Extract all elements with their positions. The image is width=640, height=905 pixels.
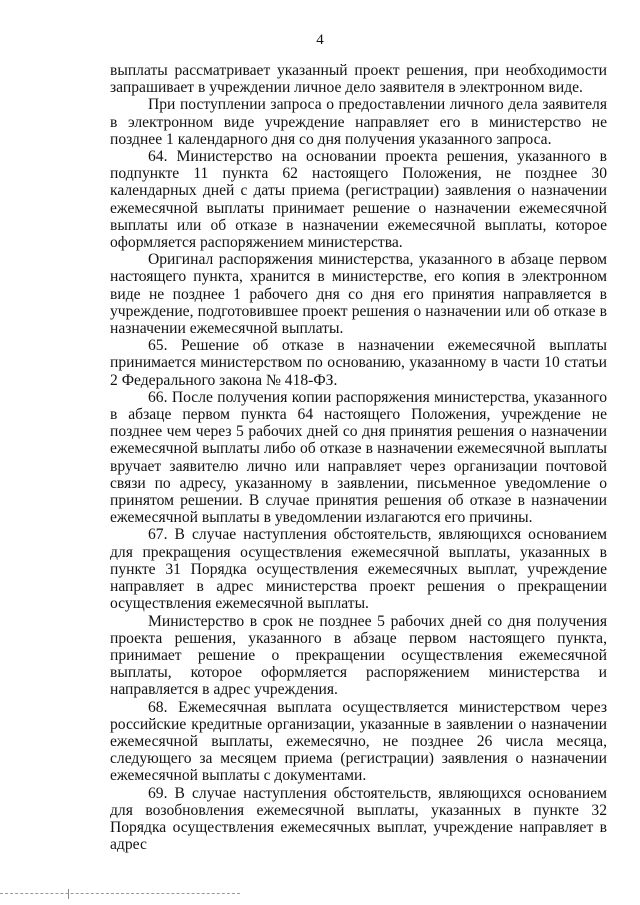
paragraph-67-ministry-decision: Министерство в срок не позднее 5 рабочих дней со дня получения проекта решения, указанного в абзаце первом настоящего пункта, принимает решение о прекращении осуществления ежемесячной выплаты, которое оформляется распоряжением министерства и направляется в адрес учреждения. <box>110 612 607 699</box>
paragraph-64-original-order: Оригинал распоряжения министерства, указанного в абзаце первом настоящего пункта, хранится в министерстве, его копия в электронном виде не позднее 1 рабочего дня со дня его принятия направляется в учреждение, подготовившее проект решения о назначении или об отказе в назначении ежемесячной выплаты. <box>110 251 607 338</box>
scan-artifact-line <box>0 893 240 894</box>
paragraph-66: 66. После получения копии распоряжения министерства, указанного в абзаце первом пункта 64 настоящего Положения, учреждение не позднее чем через 5 рабочих дней со дня принятия решения о назначении ежемесячной выплаты либо об отказе в назначении ежемесячной выплаты вручает заявителю лично или направляет через организации почтовой связи по адресу, указанному в заявлении, письменное уведомление о принятом решении. В случае принятия решения об отказе в назначении ежемесячной выплаты в уведомлении излагаются его причины. <box>110 388 607 527</box>
paragraph-65: 65. Решение об отказе в назначении ежемесячной выплаты принимается министерством по основанию, указанному в части 10 статьи 2 Федерального закона № 418-ФЗ. <box>110 337 607 389</box>
paragraph-continuation: выплаты рассматривает указанный проект решения, при необходимости запрашивает в учреждении личное дело заявителя в электронном виде. <box>110 62 607 97</box>
page-number: 4 <box>316 32 324 48</box>
paragraph-68: 68. Ежемесячная выплата осуществляется министерством через российские кредитные организации, указанные в заявлении о назначении ежемесячной выплаты, ежемесячно, не позднее 26 числа месяца, следующего за месяцем приема (регистрации) заявления о назначении ежемесячной выплаты с документами. <box>110 698 607 785</box>
paragraph-63-request-file: При поступлении запроса о предоставлении личного дела заявителя в электронном виде учреждение направляет его в министерство не позднее 1 календарного дня со дня получения указанного запроса. <box>110 96 607 148</box>
document-body <box>110 62 607 853</box>
scan-artifact-tick <box>68 889 69 899</box>
paragraph-69: 69. В случае наступления обстоятельств, являющихся основанием для возобновления ежемесячной выплаты, указанных в пункте 32 Порядка осуществления ежемесячных выплат, учреждение направляет в адрес <box>110 784 607 854</box>
paragraph-64: 64. Министерство на основании проекта решения, указанного в подпункте 11 пункта 62 настоящего Положения, не позднее 30 календарных дней с даты приема (регистрации) заявления о назначении ежемесячной выплаты принимает решение о назначении ежемесячной выплаты или об отказе в назначении ежемесячной выплаты, которое оформляется распоряжением министерства. <box>110 148 607 252</box>
paragraph-67: 67. В случае наступления обстоятельств, являющихся основанием для прекращения осуществления ежемесячной выплаты, указанных в пункте 31 Порядка осуществления ежемесячных выплат, учреждение направляет в адрес министерства проект решения о прекращении осуществления ежемесячной выплаты. <box>110 526 607 613</box>
